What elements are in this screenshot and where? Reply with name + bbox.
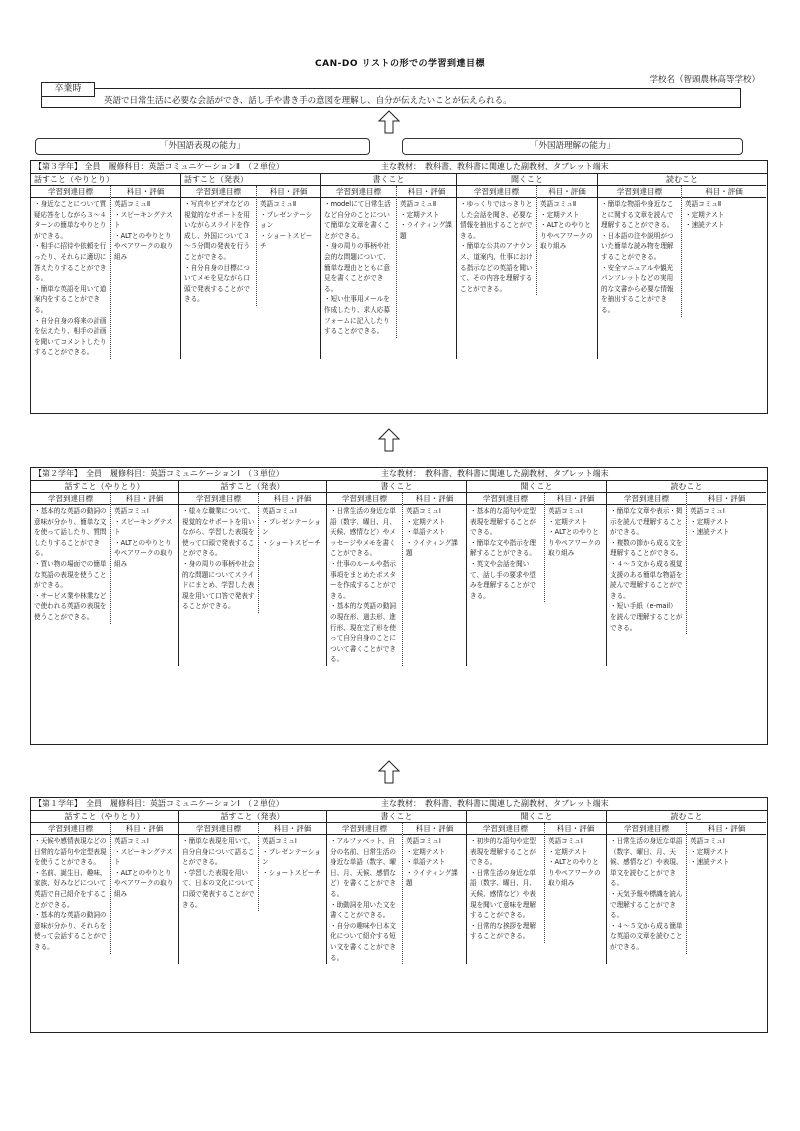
grade3-skill-speaking-presentation: 話すこと（発表） 学習到達目標 ・写真やビデオなどの視覚的なサポートを用いながらスライドを作成し、外国について３～５分間の発表を行うことができる。 ・自分自身の目標についてメモを見ながら口頭で発表することができる。 科目・評価 英語コミュⅡ ・プレゼンテーション ・ショートスピーチ — [181, 174, 321, 359]
grade2-materials: 主な教材： 教科書、教科書に関連した副教材、タブレット端末 — [381, 469, 609, 478]
goal-cell: ・簡単な文章や表示・掲示を読んで理解することができる。 ・複数の節から成る文を理解することができる。 ・４～５文から成る視覚支援のある簡単な物語を読んで理解することができる。 ・短い手紙（e-mail）を読んで理解することができる。 — [610, 507, 683, 632]
grade3-skill-speaking-interaction: 話すこと（やりとり） 学習到達目標 ・身近なことについて質疑応答をしながら３～４ターンの簡単なやりとりができる。 ・相手に招待や依頼を行ったり、それらに適切に答えたりすることができる。 ・簡単な英語を用いて道案内をすることができる。 ・自分自身の将来の計画を伝えたり、相手の計画を聞いてコメントしたりすることができる。 科目・評価 英語コミュⅡ ・スピーキングテスト ・ALTとのやりとりやペアワークの取り組み — [31, 174, 181, 359]
goal-cell: ・初歩的な語句や定型表現を理解することができる。 ・日常生活の身近な単語（数字、曜日、月、天候、感情など）や表現を聞いて意味を理解することができる。 ・日常的な挨拶を理解することができる。 — [470, 837, 536, 941]
grade1-header — [31, 798, 767, 811]
goal-cell: ・基本的な英語の動詞の意味が分かり、簡単な文を使って話したり、質問したりすることができる。 ・買い物の場面での簡単な英語の表現を使うことができる。 ・サービス業や林業などで使われる英語の表現を使うことができる。 — [34, 507, 107, 621]
grade2-skill-writing: 書くこと 学習到達目標 ・日常生活の身近な単語（数字、曜日、月、天候、感情など）やメッセージやメモを書くことができる。 ・仕事のルールや指示事項をまとめたポスターを作成することができる。 ・基本的な英語の動詞の現在形、過去形、進行形、現在完了形を使って自分自身のことについて書くことができる。 科目・評価 英語コミュⅠ ・定期テスト ・単語テスト ・ライティング課題 — [327, 481, 467, 666]
goal-cell: ・基本的な語句や定型表現を理解することができる。 ・簡単な文や指示を理解することができる。 ・英文や会話を聞いて、話し手の要求や望みを理解することができる。 — [470, 507, 536, 600]
grade3-skill-listening: 聞くこと 学習到達目標 ・ゆっくりではっきりとした会話を聞き、必要な情報を抽出することができる。 ・簡単な公共のアナウンス、道案内、仕事における指示などの英語を聞いて、その内容を理解することができる。 科目・評価 英語コミュⅡ ・定期テスト ・ALTとのやりとりやペアワークの取り組み — [457, 174, 598, 359]
grade1-skill-reading: 読むこと 学習到達目標 ・日常生活の身近な単語（数字、曜日、月、天候、感情など）や表現、単文を読むことができる。 ・天気予報や標識を読んで理解することができる。 ・４～５文から成る簡単な英語の文章を読むことができる。 科目・評価 英語コミュⅠ ・定期テスト ・速読テスト — [607, 811, 766, 964]
grade2-skill-speaking-presentation: 話すこと（発表） 学習到達目標 ・様々な職業について、視覚的なサポートを用いながら、学習した表現を使って口頭で発表することができる。 ・身の周りの事柄や社会的な問題についてスライドにまとめ、学習した表現を用いて口答で発表することができる。 科目・評価 英語コミュⅠ ・プレゼンテーション ・ショートスピーチ — [179, 481, 327, 666]
grade3-course: 【第３学年】 全員 履修科目：英語コミュニケーションⅡ （２単位） — [34, 162, 284, 171]
subject-cell: 英語コミュⅠ ・プレゼンテーション ・ショートスピーチ — [262, 837, 321, 877]
expression-ability-label: 「外国語表現の能力」 — [35, 138, 370, 155]
grade1-skill-listening: 聞くこと 学習到達目標 ・初歩的な語句や定型表現を理解することができる。 ・日常生活の身近な単語（数字、曜日、月、天候、感情など）や表現を聞いて意味を理解することができる。 ・日常的な挨拶を理解することができる。 科目・評価 英語コミュⅠ ・定期テスト ・ALTとのやりとりやペアワークの取り組み — [467, 811, 607, 964]
grade3-materials: 主な教材： 教科書、教科書に関連した副教材、タブレット端末 — [381, 162, 609, 171]
graduation-goal-text: 英語で日常生活に必要な会話ができ、話し手や書き手の意図を理解し、自分が伝えたいことが伝えられる。 — [104, 96, 512, 106]
goal-cell: ・アルファベット、自分の名前、日常生活の身近な単語（数字、曜日、月、天候、感情など）を書くことができる。 ・助動詞を用いた文を書くことができる。 ・自分の趣味や日本文化について紹介する短い文を書くことができる。 — [330, 837, 396, 962]
grade3-header — [31, 161, 767, 174]
grade1-section — [30, 797, 768, 1033]
subject-cell: 英語コミュⅡ ・プレゼンテーション ・ショートスピーチ — [260, 200, 313, 251]
grade2-course: 【第２学年】 全員 履修科目：英語コミュニケーションⅠ （３単位） — [34, 469, 284, 478]
subject-cell: 英語コミュⅡ ・定期テスト ・ALTとのやりとりやペアワークの取り組み — [540, 200, 593, 251]
graduation-label: 卒業時 — [41, 82, 95, 97]
grade2-skill-reading: 読むこと 学習到達目標 ・簡単な文章や表示・掲示を読んで理解することができる。 ・複数の節から成る文を理解することができる。 ・４～５文から成る視覚支援のある簡単な物語を読んで理解することができる。 ・短い手紙（e-mail）を読んで理解することができる。 科目・評価 英語コミュⅠ ・定期テスト ・速読テスト — [607, 481, 766, 666]
grade3-skill-reading: 読むこと 学習到達目標 ・簡単な物語や身近なことに関する文章を読んで理解することができる。 ・日本語の注や説明がついた簡単な読み物を理解することができる。 ・安全マニュアルや観光パンフレットなどの実用的な文書から必要な情報を抽出することができる。 科目・評価 英語コミュⅡ ・定期テスト ・速読テスト — [598, 174, 766, 359]
grade1-course: 【第１学年】 全員 履修科目：英語コミュニケーションⅠ （２単位） — [34, 799, 284, 808]
grade2-header — [31, 468, 767, 481]
subject-cell: 英語コミュⅠ ・プレゼンテーション ・ショートスピーチ — [262, 507, 321, 547]
subject-cell: 英語コミュⅠ ・スピーキングテスト ・ALTとのやりとりやペアワークの取り組み — [114, 507, 174, 568]
subject-cell: 英語コミュⅡ ・定期テスト ・ライティング課題 — [400, 200, 452, 240]
grade1-skill-speaking-presentation: 話すこと（発表） 学習到達目標 ・簡単な表現を用いて、自分自身について語ることができる。 ・学習した表現を用いて、日本の文化について口頭で発表することができる。 科目・評価 英語コミュⅠ ・プレゼンテーション ・ショートスピーチ — [179, 811, 327, 964]
grade2-skill-speaking-interaction: 話すこと（やりとり） 学習到達目標 ・基本的な英語の動詞の意味が分かり、簡単な文を使って話したり、質問したりすることができる。 ・買い物の場面での簡単な英語の表現を使うことができる。 ・サービス業や林業などで使われる英語の表現を使うことができる。 科目・評価 英語コミュⅠ ・スピーキングテスト ・ALTとのやりとりやペアワークの取り組み — [31, 481, 179, 666]
goal-cell: ・天候や感情表現などの日常的な語句や定型表現を使うことができる。 ・名前、誕生日、趣味、家族、好みなどについて英語で自己紹介をすることができる。 ・基本的な英語の動詞の意味が分かり、それらを使って会話することができる。 — [34, 837, 107, 951]
goal-cell: ・日常生活の身近な単語（数字、曜日、月、天候、感情など）や表現、単文を読むことができる。 ・天気予報や標識を読んで理解することができる。 ・４～５文から成る簡単な英語の文章を読むことができる。 — [610, 837, 683, 951]
goal-cell: ・ゆっくりではっきりとした会話を聞き、必要な情報を抽出することができる。 ・簡単な公共のアナウンス、道案内、仕事における指示などの英語を聞いて、その内容を理解することができる。 — [460, 200, 533, 293]
grade1-skill-writing: 書くこと 学習到達目標 ・アルファベット、自分の名前、日常生活の身近な単語（数字、曜日、月、天候、感情など）を書くことができる。 ・助動詞を用いた文を書くことができる。 ・自分の趣味や日本文化について紹介する短い文を書くことができる。 科目・評価 英語コミュⅠ ・定期テスト ・単語テスト ・ライティング課題 — [327, 811, 467, 964]
graduation-goal-box — [41, 88, 741, 108]
school-name: 学校名（智頭農林高等学校） — [649, 75, 760, 85]
page-title: CAN-DO リストの形での学習到達目標 — [315, 59, 485, 69]
goal-cell: ・様々な職業について、視覚的なサポートを用いながら、学習した表現を使って口頭で発表することができる。 ・身の周りの事柄や社会的な問題についてスライドにまとめ、学習した表現を用いて口答で発表することができる。 — [182, 507, 255, 611]
goal-cell: ・簡単な表現を用いて、自分自身について語ることができる。 ・学習した表現を用いて、日本の文化について口頭で発表することができる。 — [182, 837, 255, 909]
up-arrow-icon — [378, 760, 400, 784]
comprehension-ability-label: 「外国語理解の能力」 — [402, 138, 743, 155]
goal-cell: ・身近なことについて質疑応答をしながら３～４ターンの簡単なやりとりができる。 ・相手に招待や依頼を行ったり、それらに適切に答えたりすることができる。 ・簡単な英語を用いて道案内をすることができる。 ・自分自身の将来の計画を伝えたり、相手の計画を聞いてコメントしたりすることができる。 — [34, 200, 107, 357]
goal-cell: ・簡単な物語や身近なことに関する文章を読んで理解することができる。 ・日本語の注や説明がついた簡単な読み物を理解することができる。 ・安全マニュアルや観光パンフレットなどの実用的な文書から必要な情報を抽出することができる。 — [601, 200, 674, 314]
goal-cell: ・modelにて日常生活など自分のことについて簡単な文章を書くことができる。 ・身の周りの事柄や社会的な問題について、簡単な理由とともに意見を書くことができる。 ・短い仕事用メールを作成したり、求人応募フォームに記入したりすることができる。 — [324, 200, 391, 336]
subject-cell: 英語コミュⅠ ・定期テスト ・ALTとのやりとりやペアワークの取り組み — [548, 837, 601, 888]
grade1-materials: 主な教材： 教科書、教科書に関連した副教材、タブレット端末 — [381, 799, 609, 808]
subject-cell: 英語コミュⅠ ・定期テスト ・速読テスト — [690, 507, 730, 537]
goal-cell: ・写真やビデオなどの視覚的なサポートを用いながらスライドを作成し、外国について３～５分間の発表を行うことができる。 ・自分自身の目標についてメモを見ながら口頭で発表することができる。 — [184, 200, 250, 304]
subject-cell: 英語コミュⅡ ・定期テスト ・速読テスト — [685, 200, 725, 230]
up-arrow-icon — [378, 110, 400, 134]
subject-cell: 英語コミュⅠ ・定期テスト ・ALTとのやりとりやペアワークの取り組み — [548, 507, 601, 558]
grade3-section — [30, 160, 768, 414]
grade2-section — [30, 467, 768, 745]
subject-cell: 英語コミュⅠ ・スピーキングテスト ・ALTとのやりとりやペアワークの取り組み — [114, 837, 174, 898]
subject-cell: 英語コミュⅡ ・スピーキングテスト ・ALTとのやりとりやペアワークの取り組み — [114, 200, 174, 261]
subject-cell: 英語コミュⅠ ・定期テスト ・単語テスト ・ライティング課題 — [406, 507, 458, 558]
subject-cell: 英語コミュⅠ ・定期テスト ・速読テスト — [690, 837, 730, 867]
goal-cell: ・日常生活の身近な単語（数字、曜日、月、天候、感情など）やメッセージやメモを書くことができる。 ・仕事のルールや指示事項をまとめたポスターを作成することができる。 ・基本的な英語の動詞の現在形、過去形、進行形、現在完了形を使って自分自身のことについて書くことができる。 — [330, 507, 396, 664]
up-arrow-icon — [378, 428, 400, 452]
grade2-skill-listening: 聞くこと 学習到達目標 ・基本的な語句や定型表現を理解することができる。 ・簡単な文や指示を理解することができる。 ・英文や会話を聞いて、話し手の要求や望みを理解することができる。 科目・評価 英語コミュⅠ ・定期テスト ・ALTとのやりとりやペアワークの取り組み — [467, 481, 607, 666]
grade1-skill-speaking-interaction: 話すこと（やりとり） 学習到達目標 ・天候や感情表現などの日常的な語句や定型表現を使うことができる。 ・名前、誕生日、趣味、家族、好みなどについて英語で自己紹介をすることができる。 ・基本的な英語の動詞の意味が分かり、それらを使って会話することができる。 科目・評価 英語コミュⅠ ・スピーキングテスト ・ALTとのやりとりやペアワークの取り組み — [31, 811, 179, 964]
subject-cell: 英語コミュⅠ ・定期テスト ・単語テスト ・ライティング課題 — [406, 837, 458, 888]
grade3-skill-writing: 書くこと 学習到達目標 ・modelにて日常生活など自分のことについて簡単な文章を書くことができる。 ・身の周りの事柄や社会的な問題について、簡単な理由とともに意見を書くことができる。 ・短い仕事用メールを作成したり、求人応募フォームに記入したりすることができる。 科目・評価 英語コミュⅡ ・定期テスト ・ライティング課題 — [321, 174, 457, 359]
